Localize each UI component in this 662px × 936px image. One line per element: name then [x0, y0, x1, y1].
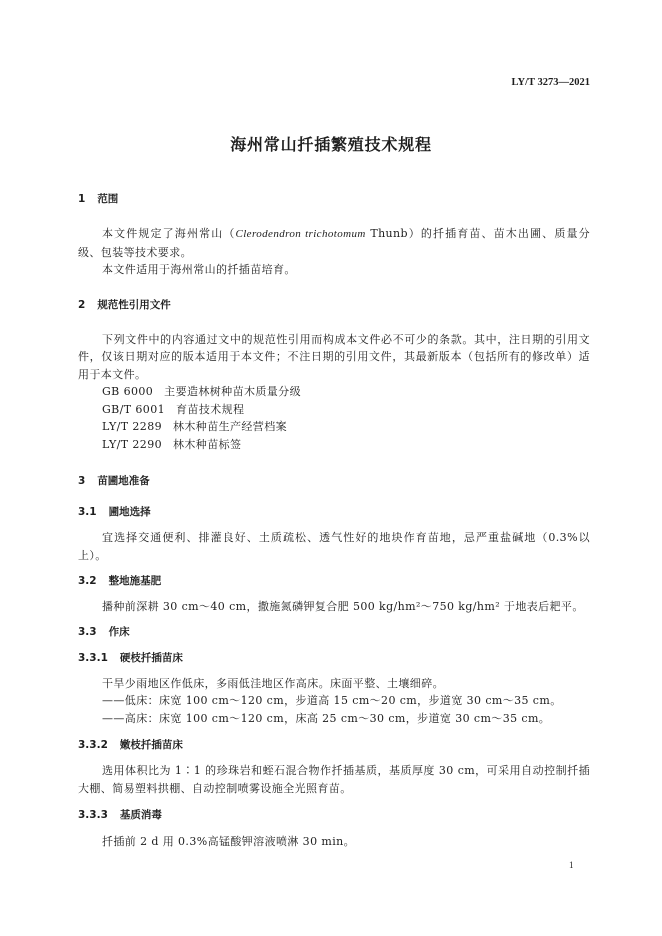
- subsection-3-3-2-heading: [78, 736, 590, 754]
- references-intro-paragraph: 下列文件中的内容通过文中的规范性引用而构成本文件必不可少的条款。其中，注日期的引用文件，仅该日期对应的版本适用于本文件；不注日期的引用文件，其最新版本（包括所有的修改单）适用于本文件。: [78, 332, 590, 381]
- scope-applicability-paragraph: 本文件适用于海州常山的扦插苗培育。: [102, 263, 296, 276]
- reference-title: 育苗技术规程: [176, 402, 245, 416]
- section-title: 基质消毒: [119, 809, 162, 821]
- reference-code: GB 6000: [102, 385, 154, 398]
- section-title: 圃地选择: [108, 506, 151, 518]
- subsection-3-2-heading: [78, 572, 590, 590]
- substrate-disinfection-paragraph: 扦插前 2 d 用 0.3%高锰酸钾溶液喷淋 30 min。: [102, 835, 355, 848]
- section-number: 3: [78, 475, 86, 487]
- scope-paragraph: [78, 225, 590, 261]
- reference-title: 林木种苗生产经营档案: [173, 420, 287, 433]
- section-number: 3.1: [78, 506, 97, 518]
- section-number: 3.3.2: [78, 739, 108, 751]
- document-code: LY/T 3273—2021: [511, 77, 590, 88]
- section-title: 整地施基肥: [108, 575, 162, 587]
- section-title: 规范性引用文件: [97, 298, 171, 311]
- reference-code: GB/T 6001: [102, 402, 166, 416]
- section-title: 苗圃地准备: [97, 475, 150, 487]
- section-number: 3.3.1: [78, 651, 108, 664]
- reference-title: 林木种苗标签: [173, 437, 242, 451]
- subsection-3-1-heading: [78, 503, 590, 521]
- page-number: 1: [569, 860, 574, 870]
- subsection-3-3-1-heading: [78, 649, 590, 667]
- section-2-heading: [78, 296, 590, 314]
- nursery-site-paragraph: 宜选择交通便利、排灌良好、土质疏松、透气性好的地块作育苗地，忌严重盐碱地（0.3%以上）。: [78, 531, 590, 562]
- list-item-low-bed: ——低床：床宽 100 cm～120 cm，步道高 15 cm～20 cm，步道宽 30 cm～35 cm。: [102, 694, 562, 707]
- section-title: 范围: [97, 193, 119, 205]
- subsection-3-3-heading: [78, 623, 590, 641]
- reference-item: [78, 418, 590, 436]
- section-number: 2: [78, 298, 86, 311]
- reference-item: [78, 401, 590, 419]
- scope-text-before: 本文件规定了海州常山（: [102, 227, 236, 240]
- reference-title: 主要造林树种苗木质量分级: [164, 385, 301, 398]
- reference-code: LY/T 2289: [102, 420, 162, 433]
- section-1-heading: [78, 190, 590, 208]
- latin-species-name: Clerodendron trichotomum: [235, 228, 366, 240]
- subsection-3-3-3-heading: [78, 806, 590, 824]
- reference-item: [78, 436, 590, 454]
- section-number: 3.2: [78, 575, 97, 587]
- reference-item: [78, 383, 590, 401]
- section-number: 1: [78, 193, 86, 205]
- section-3-heading: [78, 472, 590, 490]
- section-title: 硬枝扦插苗床: [119, 651, 183, 664]
- hardwood-bed-paragraph: 干旱少雨地区作低床，多雨低洼地区作高床。床面平整、土壤细碎。: [102, 676, 444, 690]
- scope-text-after: Thunb）的扦插育苗、苗木出圃、质量分级、包装等技术要求。: [78, 227, 590, 259]
- document-body: [78, 190, 590, 851]
- document-title: 海州常山扦插繁殖技术规程: [230, 135, 432, 154]
- reference-code: LY/T 2290: [102, 437, 162, 451]
- section-number: 3.3.3: [78, 809, 108, 821]
- section-title: 嫩枝扦插苗床: [119, 739, 183, 751]
- soil-preparation-paragraph: 播种前深耕 30 cm～40 cm，撒施氮磷钾复合肥 500 kg/hm²～750 kg/hm² 于地表后耙平。: [102, 600, 584, 613]
- softwood-bed-paragraph: 选用体积比为 1∶1 的珍珠岩和蛭石混合物作扦插基质，基质厚度 30 cm，可采用自动控制扦插大棚、简易塑料拱棚、自动控制喷雾设施全光照育苗。: [78, 764, 590, 795]
- section-number: 3.3: [78, 625, 97, 638]
- list-item-high-bed: ——高床：床宽 100 cm～120 cm，床高 25 cm～30 cm，步道宽 30 cm～35 cm。: [102, 711, 551, 725]
- section-title: 作床: [108, 625, 130, 638]
